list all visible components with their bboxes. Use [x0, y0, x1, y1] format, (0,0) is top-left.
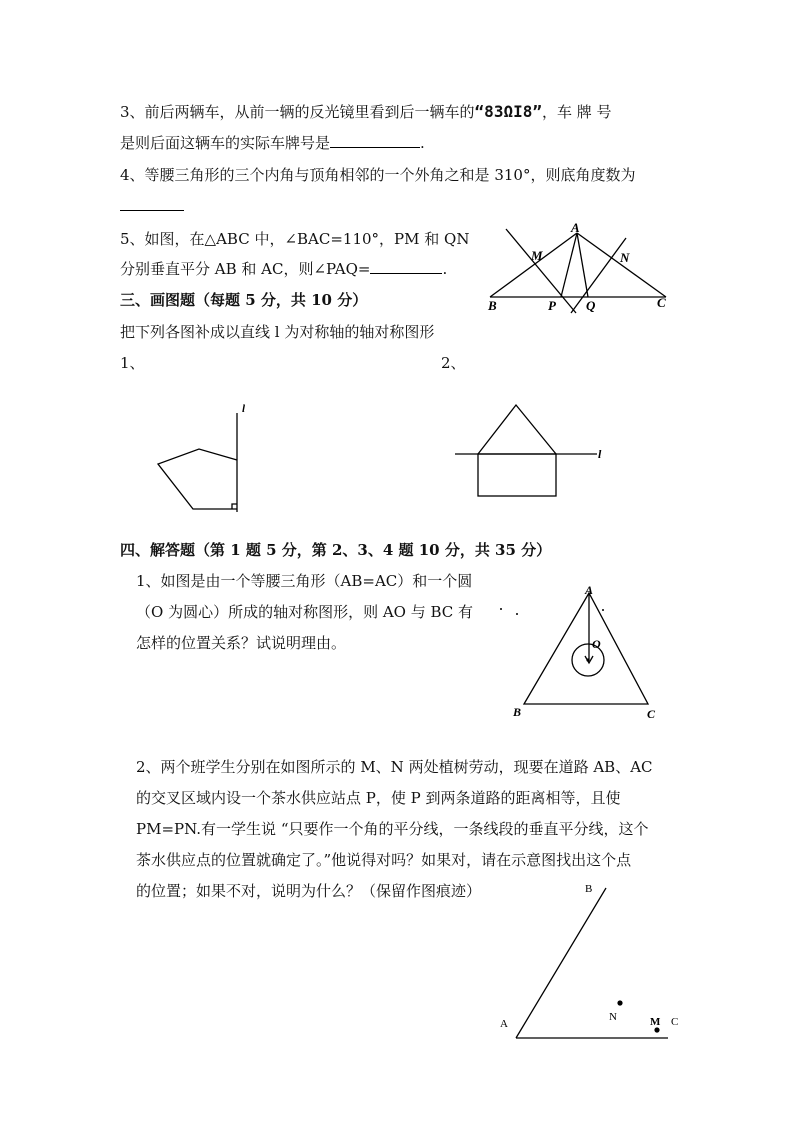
p2-line1: 2、两个班学生分别在如图所示的 M、N 两处植树劳动，现要在道路 AB、AC	[136, 758, 653, 776]
fig-draw2-roof	[478, 405, 556, 454]
fig-p1-speck	[500, 608, 502, 610]
q5-line2-text: 分别垂直平分 AB 和 AC，则∠PAQ=	[120, 260, 371, 278]
fig-p2-road-ab	[516, 888, 606, 1038]
q5-line2: 分别垂直平分 AB 和 AC，则∠PAQ= .	[120, 260, 448, 278]
fig-draw2	[455, 405, 597, 496]
fig-p2-point-n	[617, 1000, 622, 1005]
fig-p2-label-m: M	[650, 1016, 661, 1028]
fig-p2-point-m	[654, 1027, 659, 1032]
fig-draw2-rect	[478, 454, 556, 496]
fig5-label-c: C	[657, 295, 666, 310]
section4-heading: 四、解答题（第 1 题 5 分，第 2、3、4 题 10 分，共 35 分）	[120, 541, 552, 559]
section3-instruction: 把下列各图补成以直线 l 为对称轴的轴对称图形	[120, 323, 435, 341]
fig-p1-label-b: B	[513, 705, 522, 719]
fig-draw1-label-l: l	[242, 403, 246, 415]
section3-item2: 2、	[441, 354, 466, 372]
fig5-label-a: A	[571, 220, 580, 235]
fig-p1-label-o: O	[592, 637, 601, 651]
fig-p2	[516, 888, 668, 1038]
q3-line2: 是则后面这辆车的实际车牌号是 .	[120, 134, 425, 152]
p2-line3: PM=PN.有一学生说 “只要作一个角的平分线，一条线段的垂直平分线，这个	[136, 820, 649, 838]
fig-draw1-polygon	[158, 449, 237, 509]
p2-line4: 茶水供应点的位置就确定了。”他说得对吗？如果对，请在示意图找出这个点	[136, 851, 632, 869]
fig-p1-speck	[516, 613, 518, 615]
q3-suffix: ，车 牌 号	[541, 103, 612, 121]
fig-p1-label-a: A	[585, 583, 594, 597]
fig-p2-label-a: A	[500, 1018, 508, 1030]
fig5-label-n: N	[620, 250, 630, 265]
q4-line1: 4、等腰三角形的三个内角与顶角相邻的一个外角之和是 310°，则底角度数为	[120, 166, 636, 184]
fig5-label-p: P	[548, 298, 556, 313]
fig5-label-b: B	[488, 298, 497, 313]
fig-p1	[524, 593, 648, 704]
q5-line1: 5、如图，在△ABC 中，∠BAC=110°，PM 和 QN	[120, 230, 470, 248]
p2-line5: 的位置；如果不对，说明为什么？（保留作图痕迹）	[136, 882, 482, 900]
fig-p1-center-o	[586, 658, 589, 661]
fig5-segment-aq	[577, 233, 588, 297]
p1-line3: 怎样的位置关系？试说明理由。	[136, 634, 347, 652]
fig-draw1	[158, 413, 237, 512]
p1-line1: 1、如图是由一个等腰三角形（AB=AC）和一个圆	[136, 572, 473, 590]
fig5-label-m: M	[531, 248, 543, 263]
fig5-triangle	[490, 229, 666, 313]
fig-p1-speck	[602, 609, 604, 611]
fig5-label-q: Q	[586, 298, 596, 313]
fig-draw2-label-l: l	[598, 447, 602, 461]
fig-p2-label-n: N	[609, 1011, 617, 1023]
q3-line2-text: 是则后面这辆车的实际车牌号是	[120, 134, 331, 152]
fig-draw1-right-angle	[232, 504, 237, 509]
p2-line2: 的交叉区域内设一个茶水供应站点 P，使 P 到两条道路的距离相等，且使	[136, 789, 621, 807]
fig-p2-label-c: C	[671, 1016, 679, 1028]
q3-plate: “83ΩI8”	[474, 102, 542, 121]
fig-p1-triangle	[524, 593, 648, 704]
p1-line2: （O 为圆心）所成的轴对称图形，则 AO 与 BC 有	[136, 603, 474, 621]
fig-p2-label-b: B	[585, 883, 593, 895]
fig-p1-label-c: C	[647, 707, 656, 721]
section3-item1: 1、	[120, 354, 145, 372]
section3-heading: 三、画图题（每题 5 分，共 10 分）	[120, 291, 368, 309]
q3-text: 3、前后两辆车，从前一辆的反光镜里看到后一辆车的	[120, 103, 475, 121]
